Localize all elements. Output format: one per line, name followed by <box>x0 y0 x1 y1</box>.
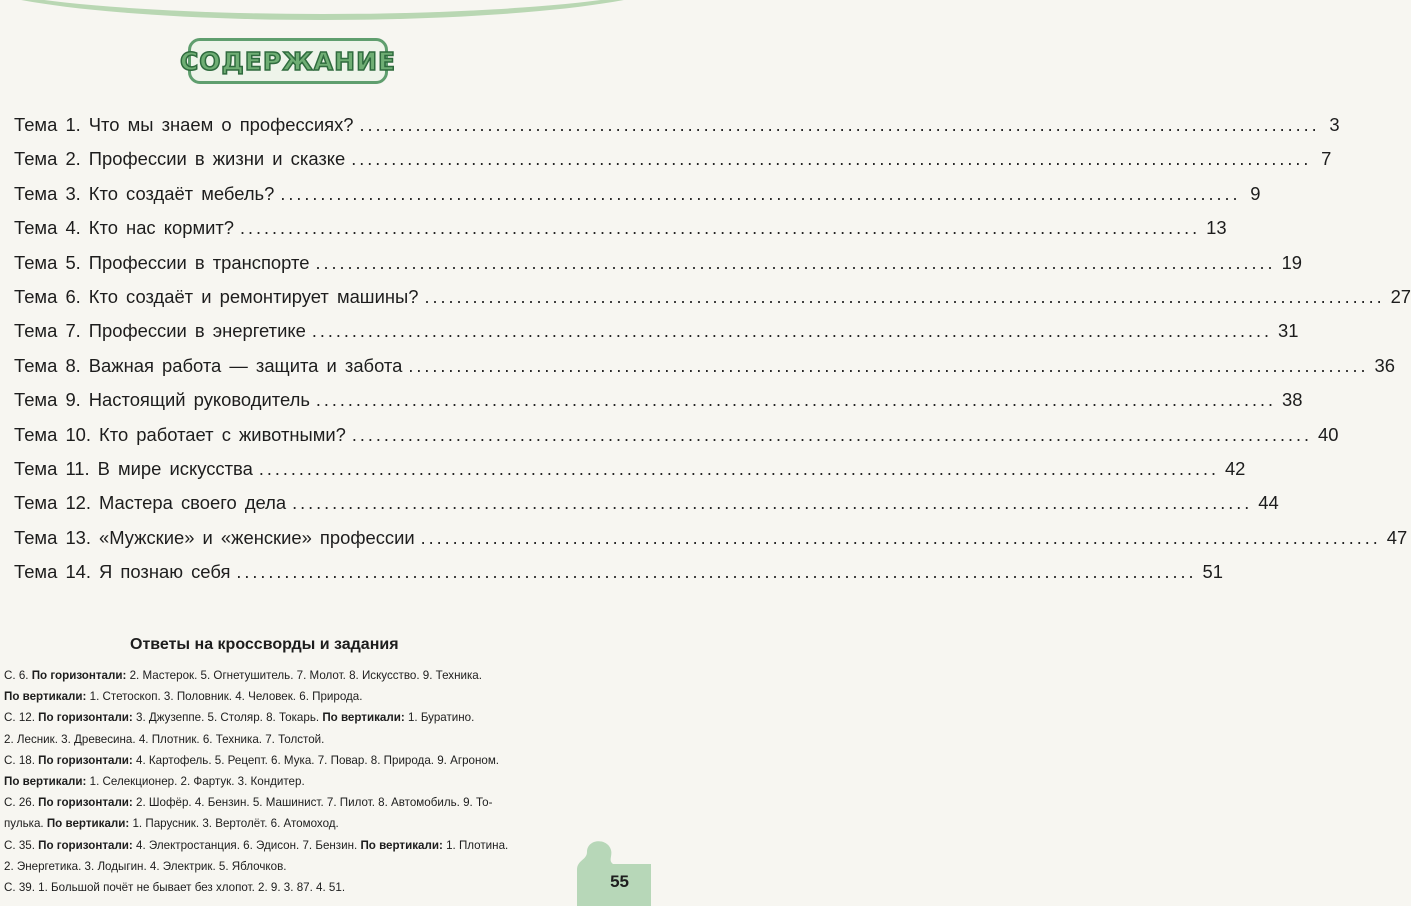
toc-number: 13. <box>65 526 92 548</box>
toc-topic: Тема <box>14 457 58 479</box>
toc-label <box>14 452 253 486</box>
answer-direction-label: По вертикали: <box>360 838 443 852</box>
toc-leader-dots: ........................................................................................................................ <box>408 355 1369 376</box>
toc-number: 8. <box>65 354 81 376</box>
toc-row <box>14 177 1261 211</box>
toc-number: 11. <box>65 457 90 479</box>
toc-title: В мире искусства <box>97 457 253 479</box>
toc-title: «Мужские» и «женские» профессии <box>99 526 415 548</box>
answer-text: С. 35. <box>4 838 39 852</box>
answer-direction-label: По вертикали: <box>4 775 87 789</box>
toc-title: Профессии в транспорте <box>88 251 310 273</box>
toc-topic: Тема <box>14 114 58 135</box>
toc-leader-dots: ........................................................................................................................ <box>315 390 1277 411</box>
toc-title: Настоящий руководитель <box>88 389 310 411</box>
contents-title: СОДЕРЖАНИЕ <box>179 46 397 76</box>
answer-text: 1. Парусник. 3. Вертолёт. 6. Атомоход. <box>129 817 339 831</box>
answers-title: Ответы на кроссворды и задания <box>130 636 399 653</box>
toc-leader-dots: ........................................................................................................................ <box>359 115 1320 135</box>
answers-block <box>0 665 645 898</box>
toc-leader-dots: ........................................................................................................................ <box>236 562 1197 583</box>
answer-text: 4. Электростанция. 6. Эдисон. 7. Бензин. <box>132 838 361 852</box>
toc-topic: Тема <box>14 217 58 239</box>
toc-leader-dots: ........................................................................................................................ <box>292 493 1253 514</box>
answer-direction-label: По горизонтали: <box>38 711 133 725</box>
toc-topic: Тема <box>14 423 58 445</box>
toc-label <box>14 383 310 417</box>
toc-number: 3. <box>65 182 81 204</box>
toc-row <box>14 280 1411 314</box>
toc-row <box>14 246 1303 280</box>
contents-title-box <box>179 38 397 84</box>
toc-row <box>14 142 1332 176</box>
page-number: 55 <box>610 872 629 891</box>
toc-label <box>14 280 418 314</box>
toc-row <box>14 521 1408 555</box>
toc-row <box>14 452 1246 486</box>
toc-leader-dots: ........................................................................................................................ <box>351 424 1313 445</box>
toc-title: Кто нас кормит? <box>88 217 235 239</box>
toc-leader-dots: ........................................................................................................................ <box>315 252 1276 273</box>
toc-number: 6. <box>65 285 81 307</box>
answer-text: 2. Лесник. 3. Древесина. 4. Плотник. 6. Техника. 7. Толстой. <box>4 732 325 746</box>
toc-row <box>14 383 1303 417</box>
toc-number: 7. <box>65 320 81 342</box>
toc-label <box>14 486 286 520</box>
toc-number: 10. <box>65 423 92 445</box>
answer-line <box>0 665 645 686</box>
toc-title: Я познаю себя <box>99 561 231 583</box>
answer-line <box>0 856 645 877</box>
toc-title: Профессии в энергетике <box>88 320 306 342</box>
toc-number: 14. <box>65 561 92 583</box>
toc-topic: Тема <box>14 492 58 514</box>
toc-row <box>14 555 1224 589</box>
answer-direction-label: По вертикали: <box>4 690 87 704</box>
toc-topic: Тема <box>14 354 58 376</box>
toc-row <box>14 314 1299 348</box>
answer-text: С. 26. <box>4 796 39 810</box>
answer-line <box>0 813 645 834</box>
toc-topic: Тема <box>14 561 58 583</box>
toc-page-number: 42 <box>1224 457 1246 479</box>
answer-line <box>0 792 645 813</box>
toc-page-number: 7 <box>1321 148 1332 170</box>
toc-page-number: 36 <box>1374 354 1395 376</box>
answer-text: 2. Мастерок. 5. Огнетушитель. 7. Молот. 8. Искусство. 9. Техника. <box>126 669 482 682</box>
toc-label <box>14 108 354 142</box>
answer-text: 4. Картофель. 5. Рецепт. 6. Мука. 7. Повар. 8. Природа. 9. Агроном. <box>132 753 500 767</box>
answer-line <box>0 750 645 771</box>
answer-text: 1. Буратино. <box>404 711 475 725</box>
toc-row <box>14 108 1340 142</box>
toc-title: Профессии в жизни и сказке <box>88 148 346 170</box>
toc-number: 9. <box>65 389 81 411</box>
answer-text: 2. Энергетика. 3. Лодыгин. 4. Электрик. 5. Яблочков. <box>4 859 287 873</box>
toc-title: Мастера своего дела <box>99 492 287 514</box>
toc-page-number: 47 <box>1386 526 1408 548</box>
toc-leader-dots: ........................................................................................................................ <box>424 286 1385 307</box>
toc-label <box>14 418 346 452</box>
toc-title: Что мы знаем о профессиях? <box>88 114 354 135</box>
answer-text: С. 6. <box>4 669 32 682</box>
toc-label <box>14 555 230 589</box>
toc-label <box>14 521 415 555</box>
answer-direction-label: По горизонтали: <box>38 796 133 810</box>
answer-line <box>0 771 645 792</box>
answer-text: пулька. <box>4 817 47 831</box>
table-of-contents <box>14 108 1411 589</box>
toc-topic: Тема <box>14 320 58 342</box>
answer-text: 3. Джузеппе. 5. Столяр. 8. Токарь. <box>132 711 323 725</box>
answer-text: 1. Плотина. <box>442 838 509 852</box>
toc-leader-dots: ........................................................................................................................ <box>311 321 1272 342</box>
toc-topic: Тема <box>14 148 58 170</box>
toc-leader-dots: ........................................................................................................................ <box>258 458 1219 479</box>
answer-direction-label: По вертикали: <box>322 711 405 725</box>
toc-label <box>14 142 345 176</box>
toc-topic: Тема <box>14 389 58 411</box>
answer-direction-label: По горизонтали: <box>31 669 127 682</box>
answer-text: С. 12. <box>4 711 39 725</box>
toc-page-number: 51 <box>1202 561 1224 583</box>
puzzle-piece-icon <box>563 830 651 906</box>
answer-direction-label: По вертикали: <box>46 817 130 831</box>
answer-text: 1. Стетоскоп. 3. Половник. 4. Человек. 6. Природа. <box>86 690 363 704</box>
answer-text: 1. Селекционер. 2. Фартук. 3. Кондитер. <box>86 775 305 789</box>
toc-number: 5. <box>65 251 81 273</box>
toc-leader-dots: ........................................................................................................................ <box>351 149 1312 170</box>
toc-leader-dots: ........................................................................................................................ <box>420 527 1381 548</box>
toc-page-number: 3 <box>1329 114 1340 135</box>
toc-page-number: 44 <box>1258 492 1279 514</box>
toc-title: Кто создаёт мебель? <box>88 182 275 204</box>
toc-row <box>14 211 1227 245</box>
answer-text: 2. Шофёр. 4. Бензин. 5. Машинист. 7. Пилот. 8. Автомобиль. 9. То- <box>132 796 493 810</box>
answer-line <box>0 835 645 856</box>
toc-row <box>14 349 1395 383</box>
toc-number: 4. <box>65 217 81 239</box>
answer-line <box>0 877 645 898</box>
toc-page-number: 19 <box>1281 251 1303 273</box>
toc-page-number: 38 <box>1282 389 1303 411</box>
toc-topic: Тема <box>14 182 58 204</box>
toc-label <box>14 177 274 211</box>
toc-topic: Тема <box>14 526 58 548</box>
toc-title: Важная работа — защита и забота <box>88 354 403 376</box>
toc-label <box>14 211 234 245</box>
answer-line <box>0 707 645 728</box>
answer-line <box>0 729 645 750</box>
toc-row <box>14 418 1339 452</box>
answer-direction-label: По горизонтали: <box>38 753 133 767</box>
toc-page-number: 40 <box>1318 423 1339 445</box>
toc-number: 12. <box>65 492 92 514</box>
toc-number: 1. <box>65 114 81 135</box>
toc-title: Кто работает с животными? <box>99 423 346 445</box>
top-arc-decoration <box>0 0 685 20</box>
toc-page-number: 9 <box>1250 182 1261 204</box>
answer-direction-label: По горизонтали: <box>38 838 133 852</box>
toc-topic: Тема <box>14 285 58 307</box>
toc-leader-dots: ........................................................................................................................ <box>240 218 1201 239</box>
answer-line <box>0 686 645 707</box>
answer-text: С. 39. 1. Большой почёт не бывает без хлопот. 2. 9. 3. 87. 4. 51. <box>4 881 346 895</box>
toc-page-number: 13 <box>1206 217 1227 239</box>
toc-label <box>14 349 402 383</box>
toc-page-number: 31 <box>1277 320 1299 342</box>
toc-leader-dots: ........................................................................................................................ <box>280 183 1241 204</box>
toc-row <box>14 486 1279 520</box>
toc-label <box>14 314 306 348</box>
toc-number: 2. <box>65 148 81 170</box>
toc-label <box>14 246 309 280</box>
toc-page-number: 27 <box>1390 285 1411 307</box>
toc-topic: Тема <box>14 251 58 273</box>
toc-title: Кто создаёт и ремонтирует машины? <box>88 285 419 307</box>
answer-text: С. 18. <box>4 753 39 767</box>
